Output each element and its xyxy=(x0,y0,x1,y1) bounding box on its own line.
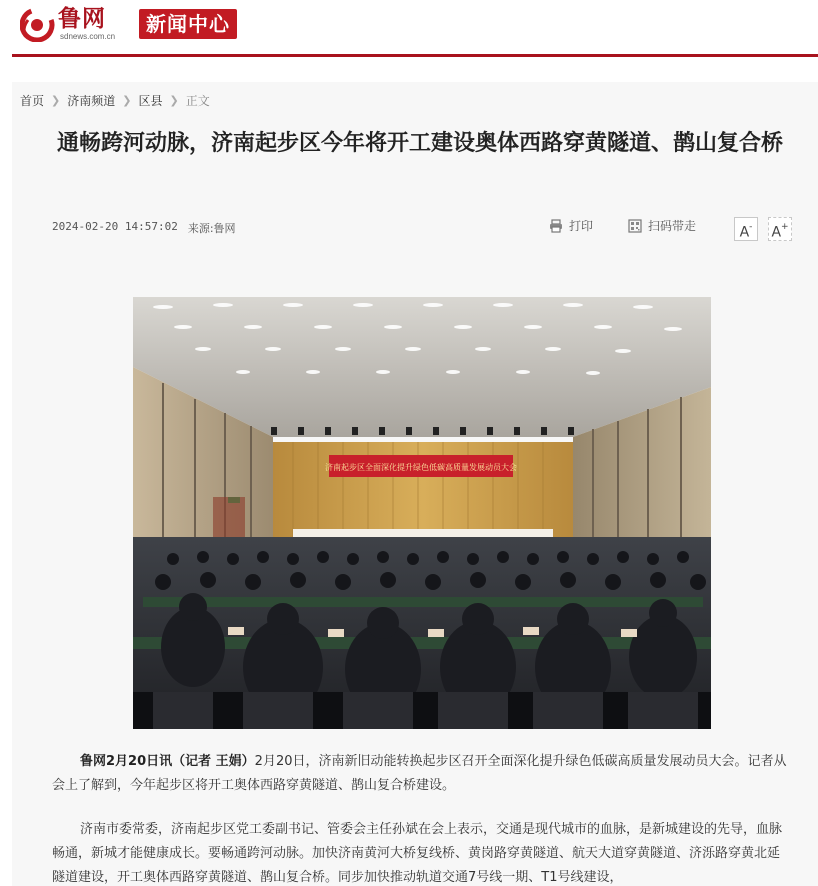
font-decrease-button[interactable] xyxy=(734,217,758,241)
breadcrumb-jinan-channel[interactable]: 济南频道 xyxy=(67,94,116,108)
dateline: 鲁网2月20日讯（记者 王娟） xyxy=(80,754,255,769)
qr-code-icon xyxy=(628,219,642,233)
article-paragraph-2: 济南市委常委，济南起步区党工委副书记、管委会主任孙斌在会上表示，交通是现代城市的血脉，是新城建设的先导，血脉畅通，新城才能健康成长。要畅通跨河动脉。加快济南黄河大桥复线桥、黄岗路穿黄隧道、航天大道穿黄隧道、济泺路穿黄北延隧道建设，开工奥体西路穿黄隧道、鹊山复合桥。同步加快推动轨道交通7号线一期、T1号线建设， xyxy=(52,822,783,885)
printer-icon xyxy=(549,219,563,233)
header-divider xyxy=(12,54,818,57)
logo-swirl-icon xyxy=(20,6,56,42)
print-label: 打印 xyxy=(569,219,594,233)
paragraph-1-text: 2月20日，济南新旧动能转换起步区召开全面深化提升绿色低碳高质量发展动员大会。记者从会上了解到，今年起步区将开工奥体西路穿黄隧道、鹊山复合桥建设。 xyxy=(52,754,787,793)
article-paragraph-1 xyxy=(52,750,792,798)
logo-domain: sdnews.com.cn xyxy=(60,32,116,41)
breadcrumb-current: 正文 xyxy=(185,94,210,108)
breadcrumb xyxy=(20,92,210,109)
scan-qr-button[interactable] xyxy=(628,217,696,234)
breadcrumb-districts[interactable]: 区县 xyxy=(138,94,163,108)
conference-hall-image xyxy=(133,297,711,729)
font-decrease-sign: - xyxy=(749,222,753,232)
scan-label: 扫码带走 xyxy=(648,219,697,233)
chevron-right-icon: ❯ xyxy=(122,94,132,107)
logo-name: 鲁网 xyxy=(58,6,106,32)
article-source: 来源:鲁网 xyxy=(187,222,236,235)
site-header xyxy=(0,0,818,56)
chevron-right-icon: ❯ xyxy=(169,94,179,107)
chevron-right-icon: ❯ xyxy=(51,94,61,107)
site-logo[interactable] xyxy=(20,6,115,42)
publish-datetime: 2024-02-20 14:57:02 xyxy=(52,220,178,233)
section-badge[interactable]: 新闻中心 xyxy=(139,9,237,39)
article-photo xyxy=(133,297,711,729)
font-increase-label: A xyxy=(771,224,782,241)
photo-banner-text: 济南起步区全面深化提升绿色低碳高质量发展动员大会 xyxy=(325,463,517,472)
breadcrumb-home[interactable]: 首页 xyxy=(20,94,45,108)
font-increase-sign: + xyxy=(781,222,789,232)
print-button[interactable] xyxy=(549,217,593,234)
article-meta xyxy=(52,220,236,236)
article-title: 通畅跨河动脉，济南起步区今年将开工建设奥体西路穿黄隧道、鹊山复合桥 xyxy=(56,131,783,156)
font-increase-button[interactable] xyxy=(768,217,792,241)
font-decrease-label: A xyxy=(739,224,750,241)
